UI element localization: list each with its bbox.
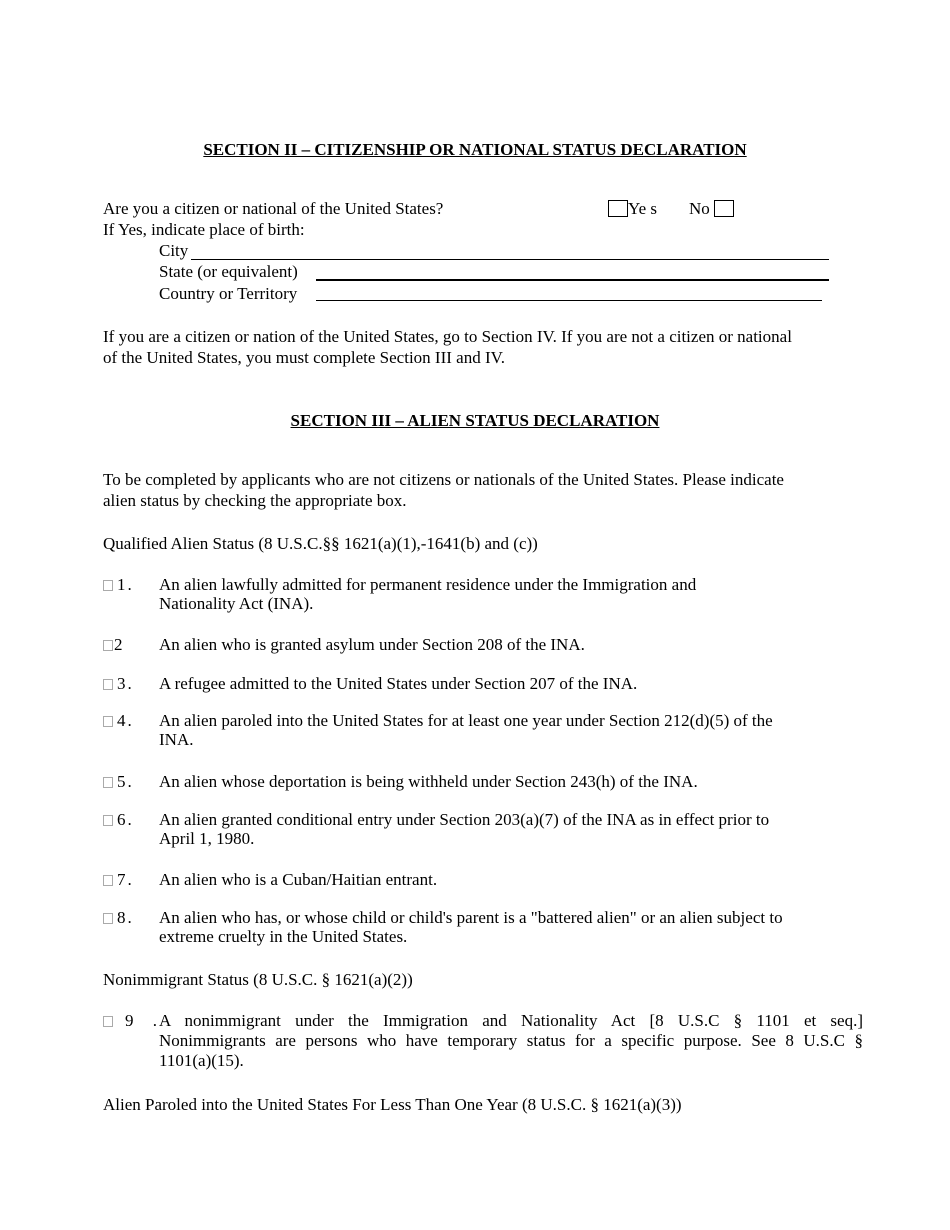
section-iii-heading: SECTION III – ALIEN STATUS DECLARATION xyxy=(290,411,660,430)
country-field[interactable] xyxy=(316,300,822,301)
item-text-line-1: An alien granted conditional entry under Section 203(a)(7) of the INA as in effect prior to xyxy=(159,810,770,829)
checkbox[interactable] xyxy=(103,913,113,924)
checkbox[interactable] xyxy=(103,679,113,690)
checkbox[interactable] xyxy=(103,1016,113,1027)
checkbox[interactable] xyxy=(103,815,113,826)
item-text-line-2: extreme cruelty in the United States. xyxy=(159,927,408,946)
yes-checkbox[interactable] xyxy=(608,200,628,217)
nonimmigrant-heading: Nonimmigrant Status (8 U.S.C. § 1621(a)(2)) xyxy=(103,970,413,989)
item-text-line-1: A nonimmigrant under the Immigration and Nationality Act [8 U.S.C § 1101 et seq.] xyxy=(159,1011,863,1030)
item-number: 9 . xyxy=(125,1011,159,1030)
section-ii-heading: SECTION II – CITIZENSHIP OR NATIONAL STATUS DECLARATION xyxy=(203,140,747,159)
citizen-question: Are you a citizen or national of the United States? xyxy=(103,199,444,218)
item-text-line-2: April 1, 1980. xyxy=(159,829,255,848)
item-text-line-2: INA. xyxy=(159,730,194,749)
item-text-line-3: 1101(a)(15). xyxy=(159,1051,244,1070)
city-field[interactable] xyxy=(191,259,829,260)
checkbox[interactable] xyxy=(103,640,113,651)
intro-line-2: alien status by checking the appropriate box. xyxy=(103,491,407,510)
item-text-line-1: An alien who has, or whose child or child's parent is a "battered alien" or an alien subject to xyxy=(159,908,783,927)
state-label: State (or equivalent) xyxy=(159,262,298,281)
instruction-line-1: If you are a citizen or nation of the United States, go to Section IV. If you are not a citizen or national xyxy=(103,327,792,346)
checkbox[interactable] xyxy=(103,875,113,886)
city-label: City xyxy=(159,241,189,260)
checkbox[interactable] xyxy=(103,580,113,591)
no-label: No xyxy=(689,199,710,218)
item-text-line-1: An alien lawfully admitted for permanent residence under the Immigration and xyxy=(159,575,697,594)
item-number: 6. xyxy=(117,810,134,829)
qualified-alien-heading: Qualified Alien Status (8 U.S.C.§§ 1621(a)(1),-1641(b) and (c)) xyxy=(103,534,538,553)
item-text-line-1: An alien whose deportation is being withheld under Section 243(h) of the INA. xyxy=(159,772,698,791)
item-text-line-2: Nationality Act (INA). xyxy=(159,594,314,613)
item-number: 2 xyxy=(114,635,123,654)
paroled-heading: Alien Paroled into the United States For Less Than One Year (8 U.S.C. § 1621(a)(3)) xyxy=(103,1095,682,1114)
no-option[interactable] xyxy=(689,198,734,219)
item-text-line-1: An alien who is a Cuban/Haitian entrant. xyxy=(159,870,438,889)
item-number: 1. xyxy=(117,575,134,594)
checkbox[interactable] xyxy=(103,777,113,788)
country-label: Country or Territory xyxy=(159,284,298,303)
intro-line-1: To be completed by applicants who are not citizens or nationals of the United States. Please indicate xyxy=(103,470,784,489)
item-text-line-1: A refugee admitted to the United States under Section 207 of the INA. xyxy=(159,674,638,693)
item-number: 8. xyxy=(117,908,134,927)
birth-prompt: If Yes, indicate place of birth: xyxy=(103,220,305,239)
yes-label: Ye s xyxy=(628,199,657,218)
checkbox[interactable] xyxy=(103,716,113,727)
no-checkbox[interactable] xyxy=(714,200,734,217)
item-number: 4. xyxy=(117,711,134,730)
item-number: 5. xyxy=(117,772,134,791)
item-text-line-1: An alien who is granted asylum under Section 208 of the INA. xyxy=(159,635,585,654)
item-text-line-2: Nonimmigrants are persons who have temporary status for a specific purpose. See 8 U.S.C § xyxy=(159,1031,863,1050)
item-number: 7. xyxy=(117,870,134,889)
yes-option[interactable] xyxy=(608,198,657,219)
list-item xyxy=(103,1011,863,1071)
instruction-line-2: of the United States, you must complete Section III and IV. xyxy=(103,348,505,367)
item-text-line-1: An alien paroled into the United States for at least one year under Section 212(d)(5) of the xyxy=(159,711,773,730)
item-number: 3. xyxy=(117,674,134,693)
state-field[interactable] xyxy=(316,279,829,281)
